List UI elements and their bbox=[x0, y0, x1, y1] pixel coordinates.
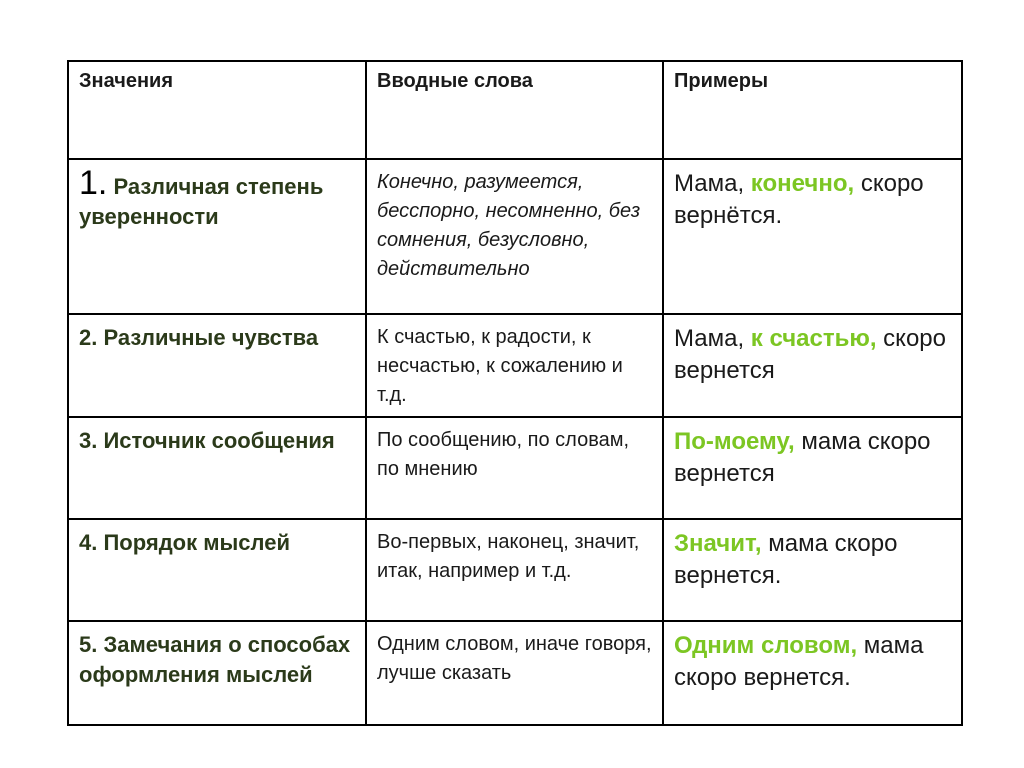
example-post: мама скоро вернется. bbox=[674, 632, 924, 691]
example-highlight: По-моему, bbox=[674, 428, 795, 455]
example-post: скоро вернется bbox=[674, 325, 946, 384]
table-row bbox=[68, 417, 962, 519]
example-highlight: конечно, bbox=[750, 170, 855, 197]
example-post: мама скоро вернется bbox=[674, 428, 931, 487]
meaning-text: Различная степень уверенности bbox=[79, 174, 324, 229]
meaning-cell: 5. Замечания о способах оформления мыслей bbox=[68, 621, 366, 725]
example-pre: Мама, bbox=[674, 325, 751, 352]
example-cell bbox=[663, 621, 962, 725]
table-row bbox=[68, 621, 962, 725]
example-post: мама скоро вернется. bbox=[674, 530, 898, 589]
table-row bbox=[68, 159, 962, 314]
example-cell bbox=[663, 314, 962, 417]
table-row bbox=[68, 519, 962, 621]
intro-words-cell: Во-первых, наконец, значит, итак, например и т.д. bbox=[366, 519, 663, 621]
meaning-number: 1. bbox=[79, 164, 108, 202]
intro-words-cell: По сообщению, по словам, по мнению bbox=[366, 417, 663, 519]
table-row bbox=[68, 314, 962, 417]
intro-words-cell: Конечно, разумеется, бесспорно, несомненно, без сомнения, безусловно, действительно bbox=[366, 159, 663, 314]
meaning-cell: 3. Источник сообщения bbox=[68, 417, 366, 519]
meaning-cell bbox=[68, 159, 366, 314]
example-cell bbox=[663, 417, 962, 519]
intro-words-cell: Одним словом, иначе говоря, лучше сказать bbox=[366, 621, 663, 725]
table-header-row bbox=[68, 61, 962, 159]
example-post: скоро вернётся. bbox=[674, 170, 924, 229]
example-highlight: к счастью, bbox=[750, 325, 877, 352]
example-pre: Мама, bbox=[674, 170, 751, 197]
header-meanings: Значения bbox=[68, 61, 366, 159]
header-intro-words: Вводные слова bbox=[366, 61, 663, 159]
header-examples: Примеры bbox=[663, 61, 962, 159]
meaning-cell: 2. Различные чувства bbox=[68, 314, 366, 417]
intro-words-table bbox=[67, 60, 963, 726]
example-highlight: Одним словом, bbox=[674, 632, 858, 659]
intro-words-cell: К счастью, к радости, к несчастью, к сожалению и т.д. bbox=[366, 314, 663, 417]
example-cell bbox=[663, 159, 962, 314]
meaning-cell: 4. Порядок мыслей bbox=[68, 519, 366, 621]
example-highlight: Значит, bbox=[674, 530, 762, 557]
example-cell bbox=[663, 519, 962, 621]
